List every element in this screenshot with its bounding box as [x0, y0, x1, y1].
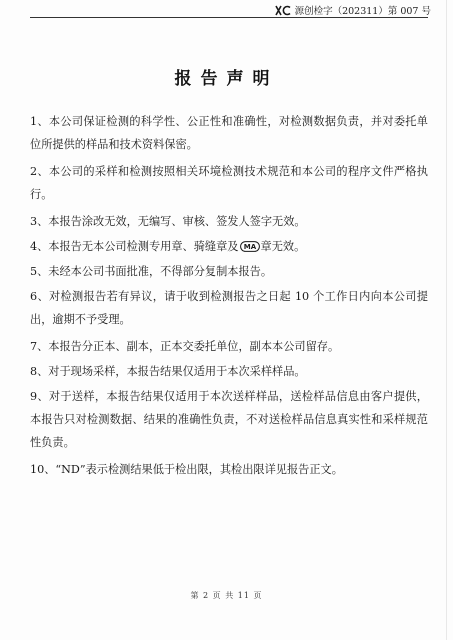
- statement-item: 1、本公司保证检测的科学性、公正性和准确性，对检测数据负责，并对委托单位所提供的样品和技术资料保密。: [30, 115, 428, 151]
- statement-item: 7、本报告分正本、副本，正本交委托单位，副本本公司留存。: [30, 340, 340, 353]
- company-logo-icon: [275, 5, 291, 16]
- statement-item: 5、未经本公司书面批准，不得部分复制本报告。: [30, 265, 273, 278]
- cma-mark-icon: [240, 237, 260, 252]
- page-footer: 第 2 页 共 11 页: [190, 591, 263, 600]
- header-divider: [30, 17, 428, 18]
- statement-list: [30, 110, 428, 485]
- statement-item: 9、对于送样，本报告结果仅适用于本次送样样品，送检样品信息由客户提供，本报告只对检测数据、结果的准确性负责，不对送检样品信息真实性和采样规范性负责。: [30, 390, 428, 449]
- scan-edge-line: [446, 0, 447, 640]
- statement-item: 8、对于现场采样，本报告结果仅适用于本次采样样品。: [30, 365, 306, 378]
- statement-item: 6、对检测报告若有异议，请于收到检测报告之日起 10 个工作日内向本公司提出，逾期不予受理。: [30, 290, 428, 326]
- statement-item: 10、“ND”表示检测结果低于检出限，其检出限详见报告正文。: [30, 463, 343, 476]
- report-number: 源创检字（202311）第 007 号: [294, 6, 431, 17]
- statement-text: 4、本报告无本公司检测专用章、骑缝章及: [30, 240, 239, 253]
- statement-item: 3、本报告涂改无效，无编写、审核、签发人签字无效。: [30, 215, 306, 228]
- cma-mark-label: MA: [243, 243, 256, 252]
- page-header: [275, 3, 431, 17]
- statement-item: 2、本公司的采样和检测按照相关环境检测技术规范和本公司的程序文件严格执行。: [30, 165, 428, 201]
- page-title: 报告声明: [174, 69, 279, 89]
- statement-item: [30, 235, 428, 258]
- statement-text: 章无效。: [260, 240, 306, 253]
